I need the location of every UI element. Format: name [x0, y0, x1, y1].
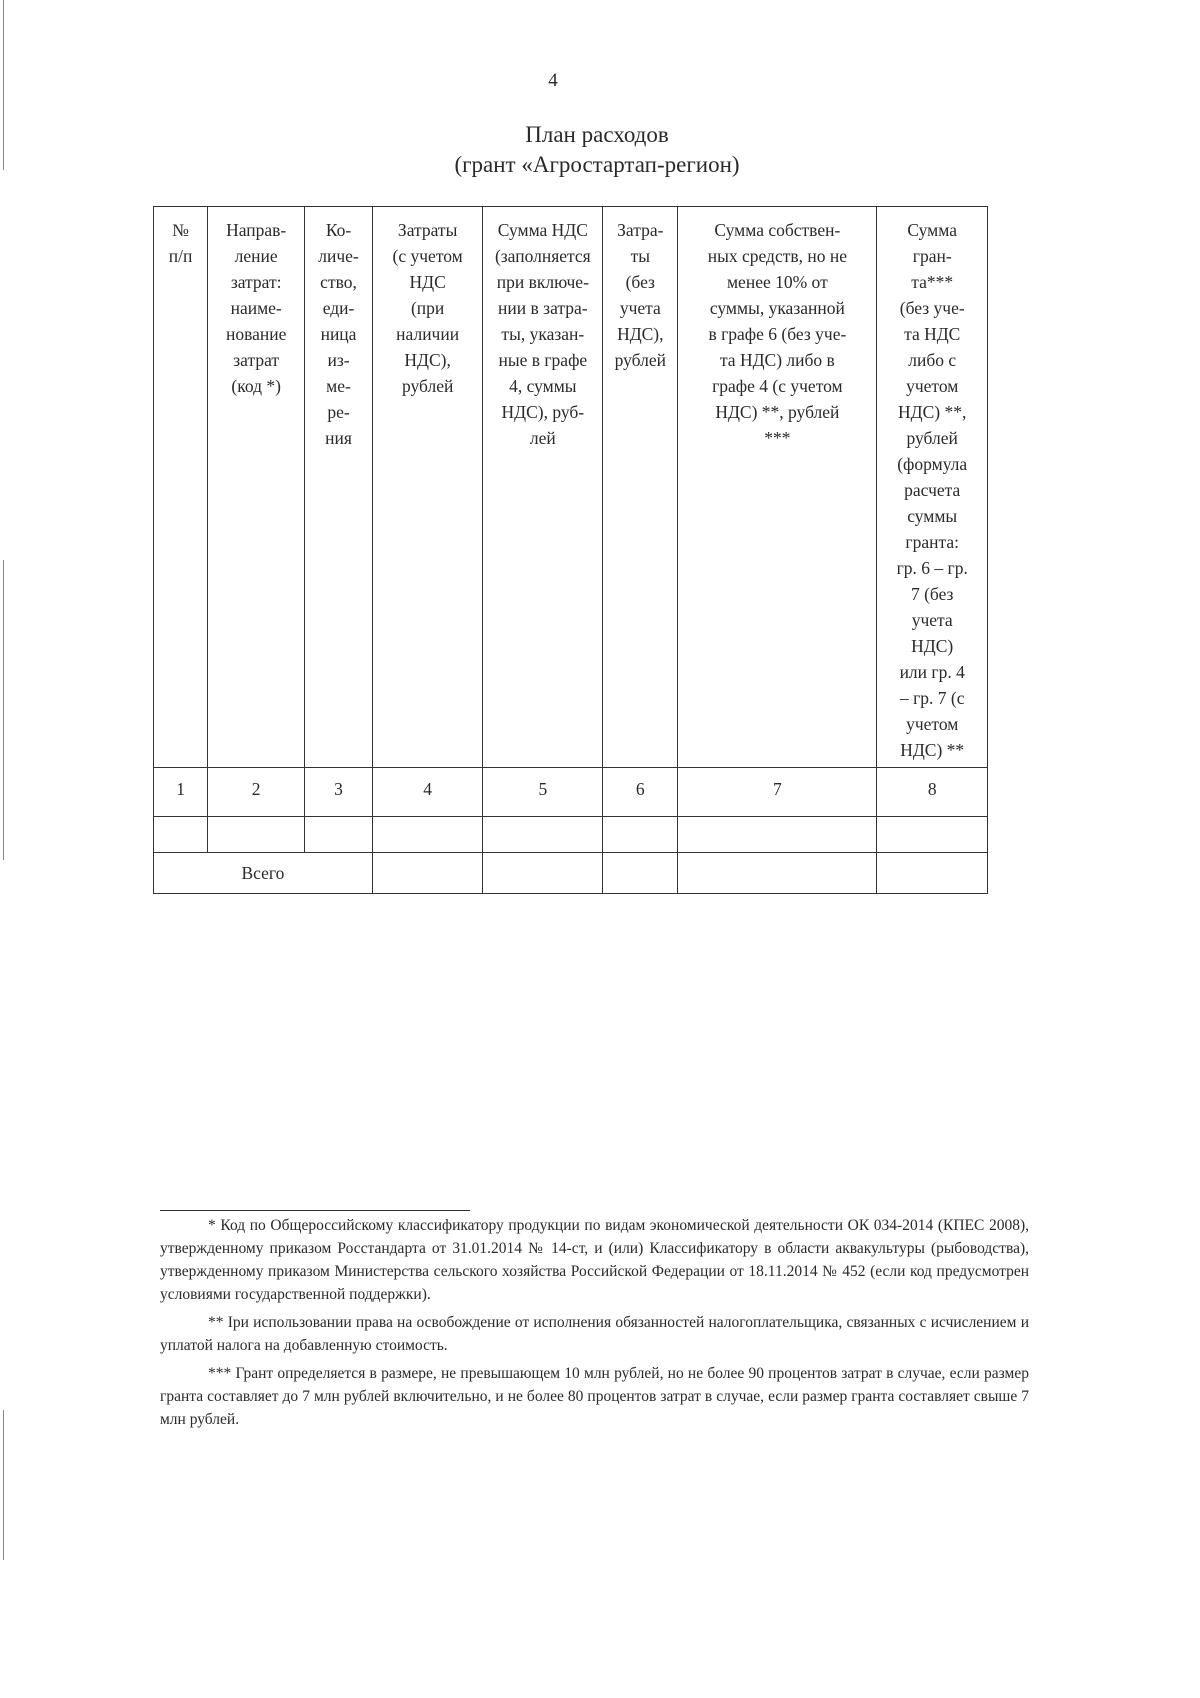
header-cell-direction: Направ- ление затрат: наиме- нование затрат (код *) — [208, 207, 305, 768]
column-number: 8 — [877, 768, 988, 817]
table-cell — [483, 817, 603, 853]
header-cell-costs-with-vat: Затраты (с учетом НДС (при наличии НДС), рублей — [372, 207, 483, 768]
empty-data-row — [154, 817, 988, 853]
total-cell — [603, 853, 678, 894]
footnote-3: *** Грант определяется в размере, не превышающем 10 млн рублей, но не более 90 процентов затрат в случае, если размер гранта составляет до 7 млн рублей включительно, и не более 80 процентов затрат в случае, если размер гранта составляет свыше 7 млн рублей. — [160, 1365, 1029, 1428]
total-cell — [483, 853, 603, 894]
table-header-row — [154, 207, 988, 768]
header-cell-number: № п/п — [154, 207, 208, 768]
table-cell — [603, 817, 678, 853]
total-label: Всего — [241, 863, 285, 883]
column-number: 4 — [372, 768, 483, 817]
table-cell — [208, 817, 305, 853]
column-number: 6 — [603, 768, 678, 817]
header-cell-vat-amount: Сумма НДС (заполняется при включе- нии в затра- ты, указан- ные в графе 4, суммы НДС), руб- лей — [483, 207, 603, 768]
header-cell-costs-without-vat: Затра- ты (без учета НДС), рублей — [603, 207, 678, 768]
document-title — [0, 120, 1194, 180]
title-line-1: План расходов — [525, 122, 669, 147]
table-cell — [305, 817, 373, 853]
column-number-row — [154, 768, 988, 817]
total-label-cell — [154, 853, 373, 894]
column-number: 5 — [483, 768, 603, 817]
footnote-2: ** Iри использовании права на освобождение от исполнения обязанностей налогоплательщика, связанных с исчислением и уплатой налога на добавленную стоимость. — [160, 1314, 1029, 1354]
column-number: 1 — [154, 768, 208, 817]
scan-margin-line-mid — [3, 560, 4, 860]
page-number: 4 — [548, 70, 558, 91]
total-cell — [372, 853, 483, 894]
header-cell-own-funds: Сумма собствен- ных средств, но не менее 10% от суммы, указанной в графе 6 (без уче- та НДС) либо в графе 4 (с учетом НДС) **, рублей *** — [678, 207, 877, 768]
header-cell-grant-amount: Сумма гран- та*** (без уче- та НДС либо с учетом НДС) **, рублей (формула расчета суммы гранта: гр. 6 – гр. 7 (без учета НДС) или гр. 4 – гр. 7 (с учетом НДС) ** — [877, 207, 988, 768]
total-cell — [678, 853, 877, 894]
footnote-separator — [160, 1210, 470, 1211]
header-cell-quantity: Ко- личе- ство, еди- ница из- ме- ре- ния — [305, 207, 373, 768]
total-cell — [877, 853, 988, 894]
expense-plan-table — [153, 206, 988, 894]
total-row — [154, 853, 988, 894]
footnotes — [160, 1214, 1029, 1436]
table-cell — [372, 817, 483, 853]
scan-margin-line-bottom — [3, 1410, 4, 1560]
column-number: 3 — [305, 768, 373, 817]
table-cell — [678, 817, 877, 853]
column-number: 2 — [208, 768, 305, 817]
table-cell — [154, 817, 208, 853]
footnote-1: * Код по Общероссийскому классификатору продукции по видам экономической деятельности ОК 034-2014 (КПЕС 2008), утвержденному приказом Росстандарта от 31.01.2014 № 14-ст, и (или) Классификатору в области аквакультуры (рыбоводства), утвержденному приказом Министерства сельского хозяйства Российской Федерации от 18.11.2014 № 452 (если код предусмотрен условиями государственной поддержки). — [160, 1217, 1029, 1303]
table-cell — [877, 817, 988, 853]
column-number: 7 — [678, 768, 877, 817]
title-line-2: (грант «Агростартап-регион) — [454, 152, 740, 177]
